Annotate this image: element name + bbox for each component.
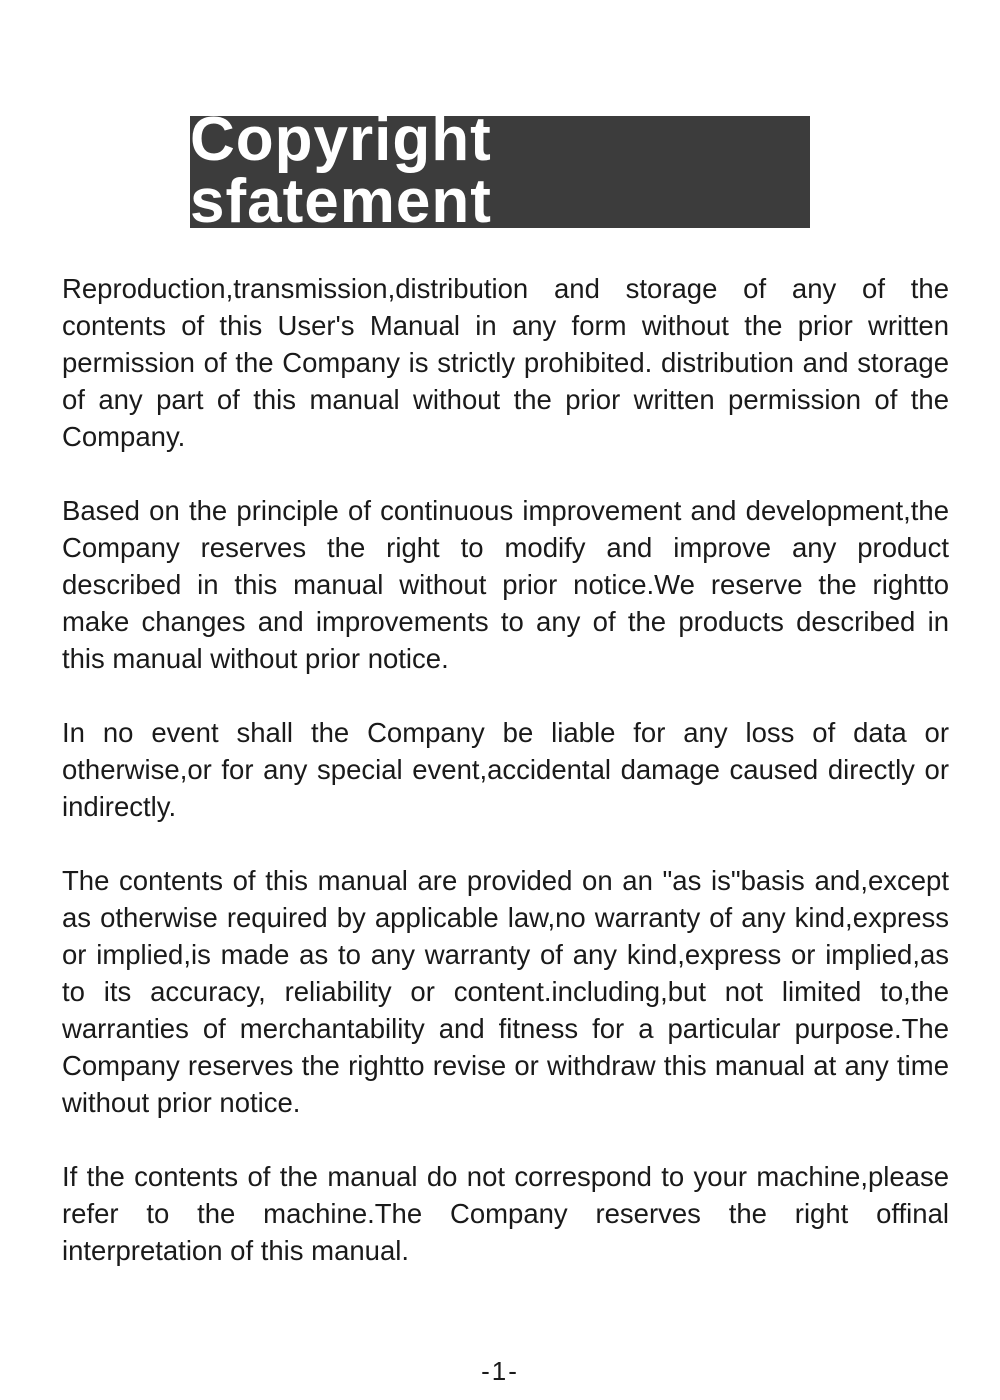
document-body [62, 270, 949, 1306]
paragraph-liability: In no event shall the Company be liable for any loss of data or otherwise,or for any special event,accidental damage caused directly or indirectly. [62, 717, 949, 822]
page-title: Copyright sfatement [190, 105, 492, 236]
paragraph-reproduction: Reproduction,transmission,distribution and storage of any of the contents of this User's Manual in any form without the prior written permission of the Company is strictly prohibited. distribution and storage of any part of this manual without the prior written permission of the Company. [62, 273, 949, 452]
page-number: -1- [481, 1356, 519, 1386]
paragraph-warranty: The contents of this manual are provided on an "as is"basis and,except as otherwise required by applicable law,no warranty of any kind,express or implied,is made as to any warranty of any kind,express or implied,as to its accuracy, reliability or content.including,but not limited to,the warranties of merchantability and fitness for a particular purpose.The Company reserves the rightto revise or withdraw this manual at any time without prior notice. [62, 865, 949, 1118]
title-banner [190, 105, 810, 236]
paragraph-improvement: Based on the principle of continuous improvement and development,the Company reserves the right to modify and improve any product described in this manual without prior notice.We reserve the rightto make changes and improvements to any of the products described in this manual without prior notice. [62, 495, 949, 674]
paragraph-interpretation: If the contents of the manual do not correspond to your machine,please refer to the machine.The Company reserves the right offinal interpretation of this manual. [62, 1161, 949, 1266]
